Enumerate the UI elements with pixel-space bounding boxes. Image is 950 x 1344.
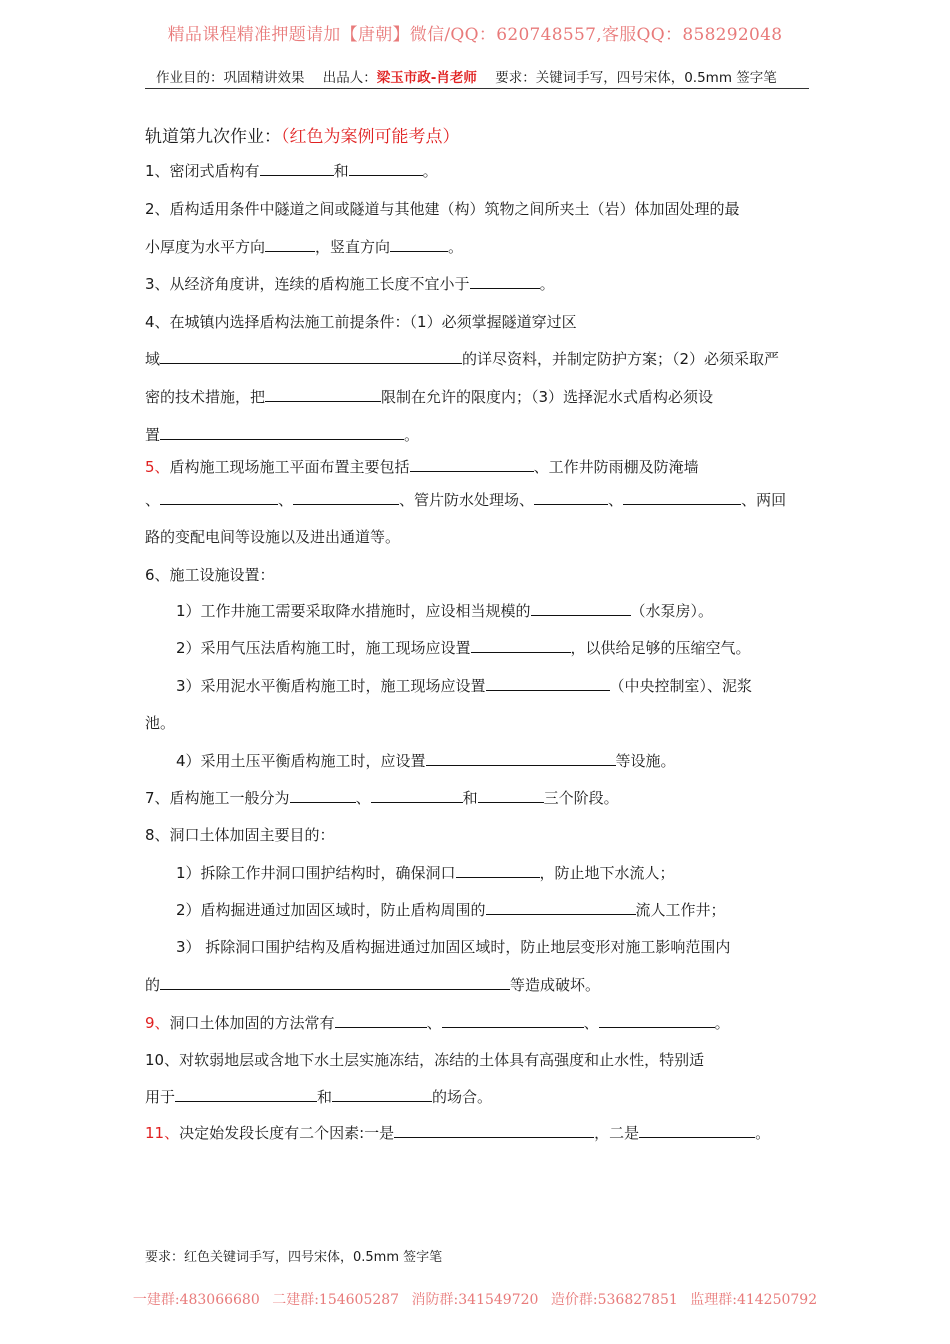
q1-text-1: 密闭式盾构有: [169, 162, 260, 180]
q3-text-1: 从经济角度讲，连续的盾构施工长度不宜小于: [169, 275, 470, 293]
q7-blank-1[interactable]: [290, 788, 356, 803]
q9-number: 9、: [145, 1014, 170, 1032]
purpose-text: 作业目的：巩固精讲效果: [156, 70, 305, 86]
header-divider: [145, 88, 809, 89]
q6-blank-2[interactable]: [471, 638, 571, 653]
q6-s3-text-c: 池。: [145, 714, 176, 732]
question-6-sub-3: [176, 675, 752, 697]
group-item: 消防群:341549720: [411, 1292, 539, 1308]
footnote: 要求：红色关键词手写，四号宋体，0.5mm 签字笔: [145, 1250, 443, 1265]
q8-s2-text-a: 2）盾构掘进通过加固区域时，防止盾构周围的: [176, 901, 486, 919]
q7-number: 7、: [145, 789, 170, 807]
question-5-line-2: [145, 489, 786, 511]
question-8-title: [145, 824, 335, 846]
question-9: [145, 1012, 730, 1034]
title-main: 轨道第九次作业：: [145, 127, 281, 147]
q3-text-2: 。: [539, 275, 555, 293]
q10-line-1: 对软弱地层或含地下水土层实施冻结，冻结的土体具有高强度和止水性，特别适: [179, 1051, 705, 1069]
question-6-sub-2: [176, 637, 751, 659]
group-item: 二建群:154605287: [272, 1292, 400, 1308]
q7-blank-3[interactable]: [478, 788, 544, 803]
q8-title: 洞口土体加固主要目的：: [169, 826, 335, 844]
producer-label: 出品人：: [322, 70, 377, 86]
question-1: [145, 160, 438, 182]
q6-s4-text-b: 等设施。: [615, 752, 676, 770]
q2-text-b: ，竖直方向: [315, 238, 391, 256]
q5-text-2b: 、: [278, 491, 294, 509]
q2-line-1: 盾构适用条件中隧道之间或隧道与其他建（构）筑物之间所夹土（岩）体加固处理的最: [169, 200, 740, 218]
q5-text-2e: 、两回: [741, 491, 787, 509]
q5-text-1b: 、工作井防雨棚及防淹墙: [533, 458, 699, 476]
q4-number: 4、: [145, 313, 170, 331]
q4-blank-2[interactable]: [265, 387, 381, 402]
page-title: [145, 122, 460, 147]
q9-blank-3[interactable]: [599, 1013, 715, 1028]
q6-s1-text-a: 1）工作井施工需要采取降水措施时，应设相当规模的: [176, 602, 531, 620]
question-4-line-2: [145, 348, 779, 370]
q4-text-2a: 域: [145, 350, 161, 368]
q7-text-4: 三个阶段。: [543, 789, 619, 807]
q5-text-1a: 盾构施工现场施工平面布置主要包括: [169, 458, 410, 476]
question-3: [145, 273, 555, 295]
group-numbers: [0, 1289, 950, 1309]
q6-s1-text-b: （水泵房）。: [630, 602, 714, 620]
q9-text-2: 、: [426, 1014, 442, 1032]
q6-s4-text-a: 4）采用土压平衡盾构施工时，应设置: [176, 752, 426, 770]
group-item: 造价群:536827851: [550, 1292, 678, 1308]
q4-text-2b: 的详尽资料，并制定防护方案；（2）必须采取严: [462, 350, 780, 368]
question-4-line-1: [145, 311, 577, 333]
question-10-line-2: [145, 1086, 492, 1108]
q5-text-3: 路的变配电间等设施以及进出通道等。: [145, 528, 401, 546]
question-6-sub-1: [176, 600, 713, 622]
q4-text-4b: 。: [404, 426, 420, 444]
q2-number: 2、: [145, 200, 170, 218]
q8-s3-text: 3） 拆除洞口围护结构及盾构掘进通过加固区域时，防止地层变形对施工影响范围内: [176, 938, 731, 956]
q6-title: 施工设施设置：: [169, 566, 275, 584]
promo-banner: 精品课程精准押题请加【唐朝】微信/QQ：620748557,客服QQ：858292048: [167, 25, 783, 45]
q6-blank-4[interactable]: [426, 751, 616, 766]
question-8-sub-3-cont: [145, 974, 600, 996]
q11-number: 11、: [145, 1124, 180, 1142]
q6-s3-text-b: （中央控制室）、泥浆: [609, 677, 753, 695]
q8-s1-text-a: 1）拆除工作井洞口围护结构时，确保洞口: [176, 864, 456, 882]
q8-blank-1[interactable]: [456, 863, 540, 878]
q10-text-2c: 的场合。: [432, 1088, 493, 1106]
q5-blank-3[interactable]: [293, 490, 399, 505]
q7-blank-2[interactable]: [371, 788, 463, 803]
question-8-sub-2: [176, 899, 726, 921]
q8-number: 8、: [145, 826, 170, 844]
q8-s1-text-b: ，防止地下水流人；: [539, 864, 675, 882]
q2-text-a: 小厚度为水平方向: [145, 238, 266, 256]
question-8-sub-3: [176, 936, 730, 958]
q11-text-1: 决定始发段长度有二个因素:一是: [179, 1124, 395, 1142]
question-4-line-4: [145, 424, 419, 446]
q5-text-2d: 、: [608, 491, 624, 509]
q2-blank-1[interactable]: [265, 237, 315, 252]
question-8-sub-1: [176, 862, 675, 884]
q5-blank-4[interactable]: [534, 490, 608, 505]
q2-text-c: 。: [448, 238, 464, 256]
q8-s4-text-a: 的: [145, 976, 161, 994]
question-4-line-3: [145, 386, 713, 408]
q4-blank-1[interactable]: [160, 349, 462, 364]
q6-blank-3[interactable]: [486, 676, 610, 691]
q4-text-4a: 置: [145, 426, 161, 444]
q5-blank-2[interactable]: [160, 490, 278, 505]
q6-number: 6、: [145, 566, 170, 584]
q1-blank-1[interactable]: [260, 161, 334, 176]
q5-blank-5[interactable]: [623, 490, 741, 505]
group-item: 监理群:414250792: [690, 1292, 818, 1308]
q1-text-3: 。: [422, 162, 438, 180]
q5-blank-1[interactable]: [410, 457, 534, 472]
q8-s4-text-b: 等造成破坏。: [510, 976, 601, 994]
q4-line-1: 在城镇内选择盾构法施工前提条件：（1）必须掌握隧道穿过区: [169, 313, 577, 331]
question-2-line-1: [145, 198, 740, 220]
q10-number: 10、: [145, 1051, 180, 1069]
q4-text-3a: 密的技术措施，把: [145, 388, 266, 406]
question-6-sub-3-cont: [145, 712, 175, 734]
q11-text-3: 。: [755, 1124, 771, 1142]
q11-blank-2[interactable]: [639, 1123, 755, 1138]
producer-name: 梁玉市政-肖老师: [376, 70, 477, 86]
q5-text-2a: 、: [145, 491, 161, 509]
q11-text-2: ，二是: [594, 1124, 640, 1142]
q2-blank-2[interactable]: [390, 237, 448, 252]
q7-text-1: 盾构施工一般分为: [169, 789, 290, 807]
q4-text-3b: 限制在允许的限度内；（3）选择泥水式盾构必须设: [381, 388, 714, 406]
question-5-line-3: [145, 526, 400, 548]
q6-s2-text-b: ，以供给足够的压缩空气。: [570, 639, 751, 657]
question-10-line-1: [145, 1049, 704, 1071]
requirement-text: 要求：关键词手写，四号宋体，0.5mm 签字笔: [495, 70, 777, 86]
q8-s2-text-b: 流人工作井；: [635, 901, 726, 919]
q7-text-3: 和: [462, 789, 478, 807]
q1-number: 1、: [145, 162, 170, 180]
question-6-title: [145, 564, 275, 586]
q10-blank-1[interactable]: [175, 1087, 317, 1102]
q6-s3-text-a: 3）采用泥水平衡盾构施工时，施工现场应设置: [176, 677, 486, 695]
question-11: [145, 1122, 770, 1144]
q3-blank[interactable]: [470, 274, 540, 289]
q11-blank-1[interactable]: [394, 1123, 594, 1138]
sub-header: [156, 66, 777, 86]
q8-blank-2[interactable]: [486, 900, 636, 915]
q3-number: 3、: [145, 275, 170, 293]
q9-text-1: 洞口土体加固的方法常有: [169, 1014, 335, 1032]
q6-s2-text-a: 2）采用气压法盾构施工时，施工现场应设置: [176, 639, 471, 657]
q10-blank-2[interactable]: [332, 1087, 432, 1102]
q9-blank-1[interactable]: [335, 1013, 427, 1028]
q9-text-3: 、: [583, 1014, 599, 1032]
question-5-line-1: [145, 456, 699, 478]
q10-text-2a: 用于: [145, 1088, 176, 1106]
q7-text-2: 、: [355, 789, 371, 807]
question-2-line-2: [145, 236, 463, 258]
q1-blank-2[interactable]: [349, 161, 423, 176]
question-7: [145, 787, 619, 809]
group-item: 一建群:483066680: [132, 1292, 260, 1308]
question-6-sub-4: [176, 750, 676, 772]
title-note: （红色为案例可能考点）: [281, 127, 460, 147]
q6-blank-1[interactable]: [531, 601, 631, 616]
q5-text-2c: 、管片防水处理场、: [399, 491, 535, 509]
q1-text-2: 和: [333, 162, 349, 180]
q9-blank-2[interactable]: [442, 1013, 584, 1028]
q9-text-4: 。: [714, 1014, 730, 1032]
q10-text-2b: 和: [317, 1088, 333, 1106]
q4-blank-3[interactable]: [160, 425, 404, 440]
q8-blank-3[interactable]: [160, 975, 510, 990]
q5-number: 5、: [145, 458, 170, 476]
